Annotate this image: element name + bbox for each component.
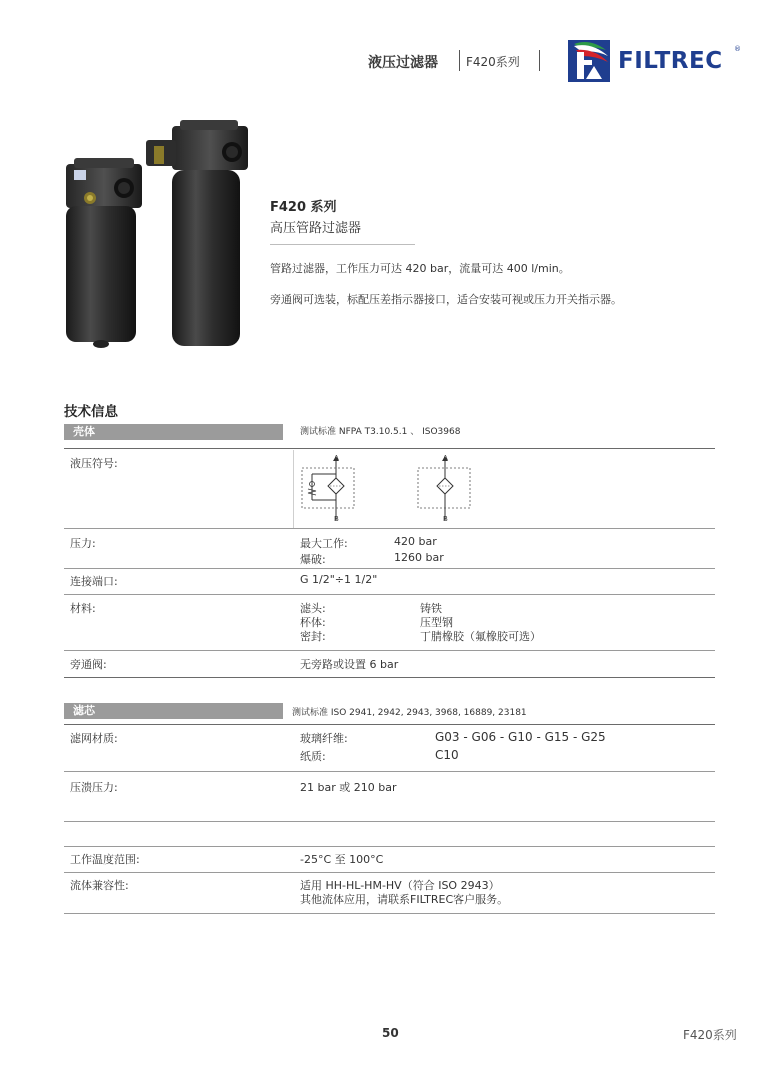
page-number: 50 <box>382 1026 399 1040</box>
registered-mark: ® <box>734 45 741 53</box>
ports-value: G 1/2"÷1 1/2" <box>300 573 378 586</box>
material-value: 铸铁 <box>420 602 442 615</box>
row-divider <box>64 913 715 914</box>
product-description: 管路过滤器，工作压力可达 420 bar，流量可达 400 l/min。 <box>270 262 570 275</box>
symbol-label: 液压符号: <box>70 457 118 470</box>
section-title: 技术信息 <box>64 404 118 420</box>
bypass-value: 无旁路或设置 6 bar <box>300 658 399 671</box>
housing-section-bar: 壳体 <box>64 424 283 440</box>
product-description: 旁通阀可选装，标配压差指示器接口，适合安装可视或压力开关指示器。 <box>270 293 622 306</box>
element-section-bar: 滤芯 <box>64 703 283 719</box>
port-a-label: A <box>334 454 339 462</box>
element-standard: 测试标准 ISO 2941, 2942, 2943, 3968, 16889, 23181 <box>292 708 527 718</box>
product-subtitle: 高压管路过滤器 <box>270 221 362 236</box>
row-divider <box>64 846 715 847</box>
header-series: F420系列 <box>466 55 520 69</box>
filtrec-logo-icon <box>568 40 610 82</box>
fluid-label: 流体兼容性: <box>70 879 129 892</box>
intro-divider <box>270 244 415 245</box>
media-label: 滤网材质: <box>70 732 118 745</box>
row-divider <box>64 448 715 449</box>
pressure-key: 爆破: <box>300 553 326 566</box>
hydraulic-symbol-with-bypass <box>298 454 360 524</box>
material-key: 滤头: <box>300 602 326 615</box>
row-divider <box>64 594 715 595</box>
row-divider <box>64 724 715 725</box>
temperature-value: -25°C 至 100°C <box>300 853 384 866</box>
product-name: F420 系列 <box>270 200 337 215</box>
header-divider <box>539 50 540 71</box>
row-divider <box>64 568 715 569</box>
pressure-value: 420 bar <box>394 535 437 548</box>
material-key: 密封: <box>300 630 326 643</box>
row-divider <box>64 821 715 822</box>
filter-product-image <box>60 118 260 353</box>
pressure-value: 1260 bar <box>394 551 444 564</box>
collapse-value: 21 bar 或 210 bar <box>300 781 397 794</box>
row-divider <box>64 771 715 772</box>
media-key: 玻璃纤维: <box>300 732 348 745</box>
port-b-label: B <box>443 515 448 523</box>
column-divider <box>293 450 294 528</box>
collapse-label: 压溃压力: <box>70 781 118 794</box>
row-divider <box>64 677 715 678</box>
media-key: 纸质: <box>300 750 326 763</box>
port-b-label: B <box>334 515 339 523</box>
header-divider <box>459 50 460 71</box>
footer-series: F420系列 <box>683 1028 737 1042</box>
bypass-label: 旁通阀: <box>70 658 107 671</box>
header-title: 液压过滤器 <box>368 55 438 71</box>
material-value: 压型钢 <box>420 616 453 629</box>
row-divider <box>64 528 715 529</box>
brand-name: FILTREC <box>618 48 723 74</box>
ports-label: 连接端口: <box>70 575 118 588</box>
pressure-label: 压力: <box>70 537 96 550</box>
housing-standard: 测试标准 NFPA T3.10.5.1 、 ISO3968 <box>300 427 461 437</box>
material-label: 材料: <box>70 602 96 615</box>
fluid-value: 其他流体应用，请联系FILTREC客户服务。 <box>300 893 509 906</box>
row-divider <box>64 872 715 873</box>
material-key: 杯体: <box>300 616 326 629</box>
media-value: C10 <box>435 748 459 762</box>
port-a-label: A <box>443 454 448 462</box>
hydraulic-symbol-without-bypass <box>414 454 476 524</box>
pressure-key: 最大工作: <box>300 537 348 550</box>
media-value: G03 - G06 - G10 - G15 - G25 <box>435 730 606 744</box>
material-value: 丁腈橡胶（氟橡胶可选） <box>420 630 541 643</box>
row-divider <box>64 650 715 651</box>
fluid-value: 适用 HH-HL-HM-HV（符合 ISO 2943） <box>300 879 500 892</box>
temperature-label: 工作温度范围: <box>70 853 140 866</box>
